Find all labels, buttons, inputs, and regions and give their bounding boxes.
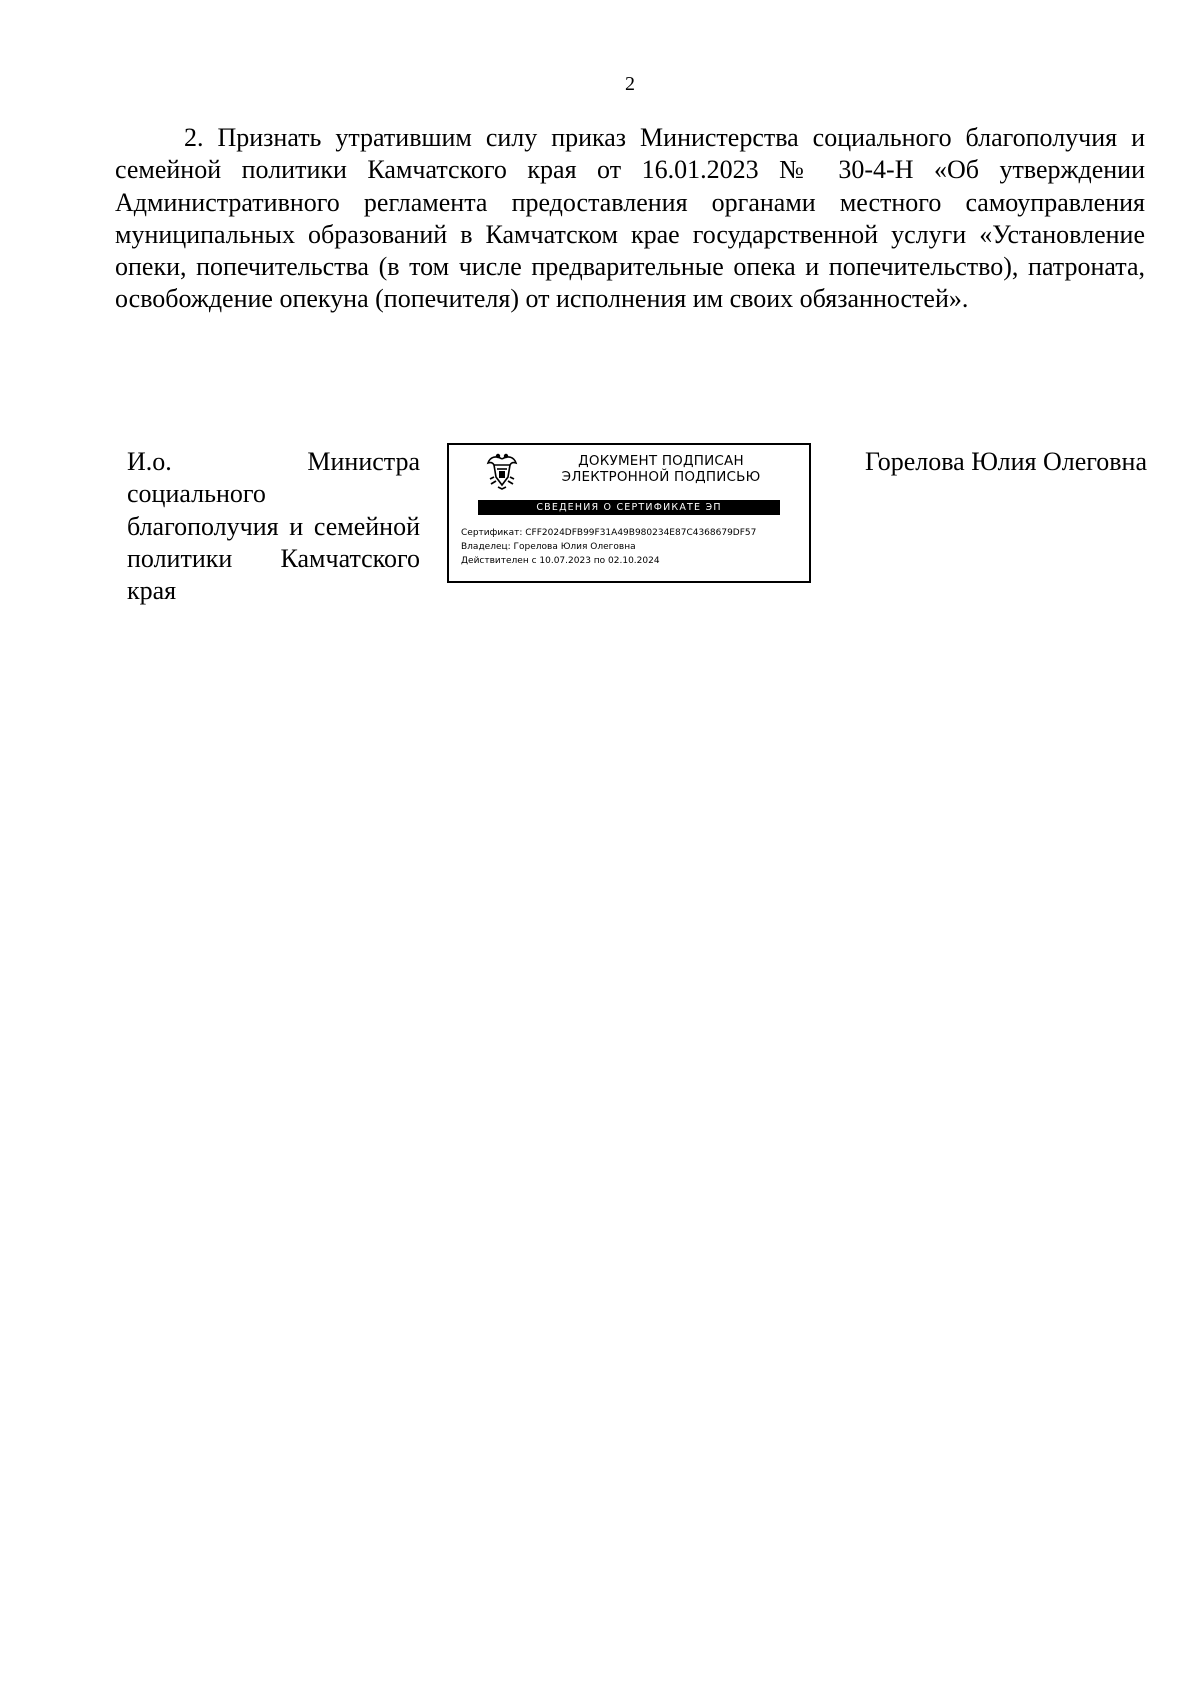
stamp-heading-line: ЭЛЕКТРОННОЙ ПОДПИСЬЮ — [561, 469, 761, 485]
certificate-details — [461, 526, 806, 568]
page-number: 2 — [625, 73, 635, 95]
coat-of-arms-icon — [482, 451, 522, 491]
stamp-heading-line: ДОКУМЕНТ ПОДПИСАН — [578, 453, 744, 469]
paragraph-item-2 — [115, 122, 1145, 316]
electronic-signature-stamp — [447, 443, 811, 583]
paragraph-text: 2. Признать утратившим силу приказ Министерства социального благополучия и семейной политики Камчатского края от 16.01.2023 № 30-4-Н «Об утверждении Административного регламента предоставления органами местного самоуправления муниципальных образований в Камчатском крае государственной услуги «Установление опеки, попечительства (в том числе предварительные опека и попечительство), патроната, освобождение опекуна (попечителя) от исполнения им своих обязанностей». — [115, 123, 1145, 314]
certificate-number: Сертификат: CFF2024DFB99F31A49B980234E87C4368679DF57 — [461, 528, 757, 538]
certificate-validity: Действителен с 10.07.2023 по 02.10.2024 — [461, 556, 660, 566]
signer-position: И.о. Министра социального благополучия и семейной политики Камчатского края — [127, 447, 420, 606]
certificate-owner: Владелец: Горелова Юлия Олеговна — [461, 542, 636, 552]
signer-name: Горелова Юлия Олеговна — [864, 447, 1147, 476]
certificate-info-bar: СВЕДЕНИЯ О СЕРТИФИКАТЕ ЭП — [478, 500, 780, 515]
stamp-heading — [529, 453, 793, 485]
